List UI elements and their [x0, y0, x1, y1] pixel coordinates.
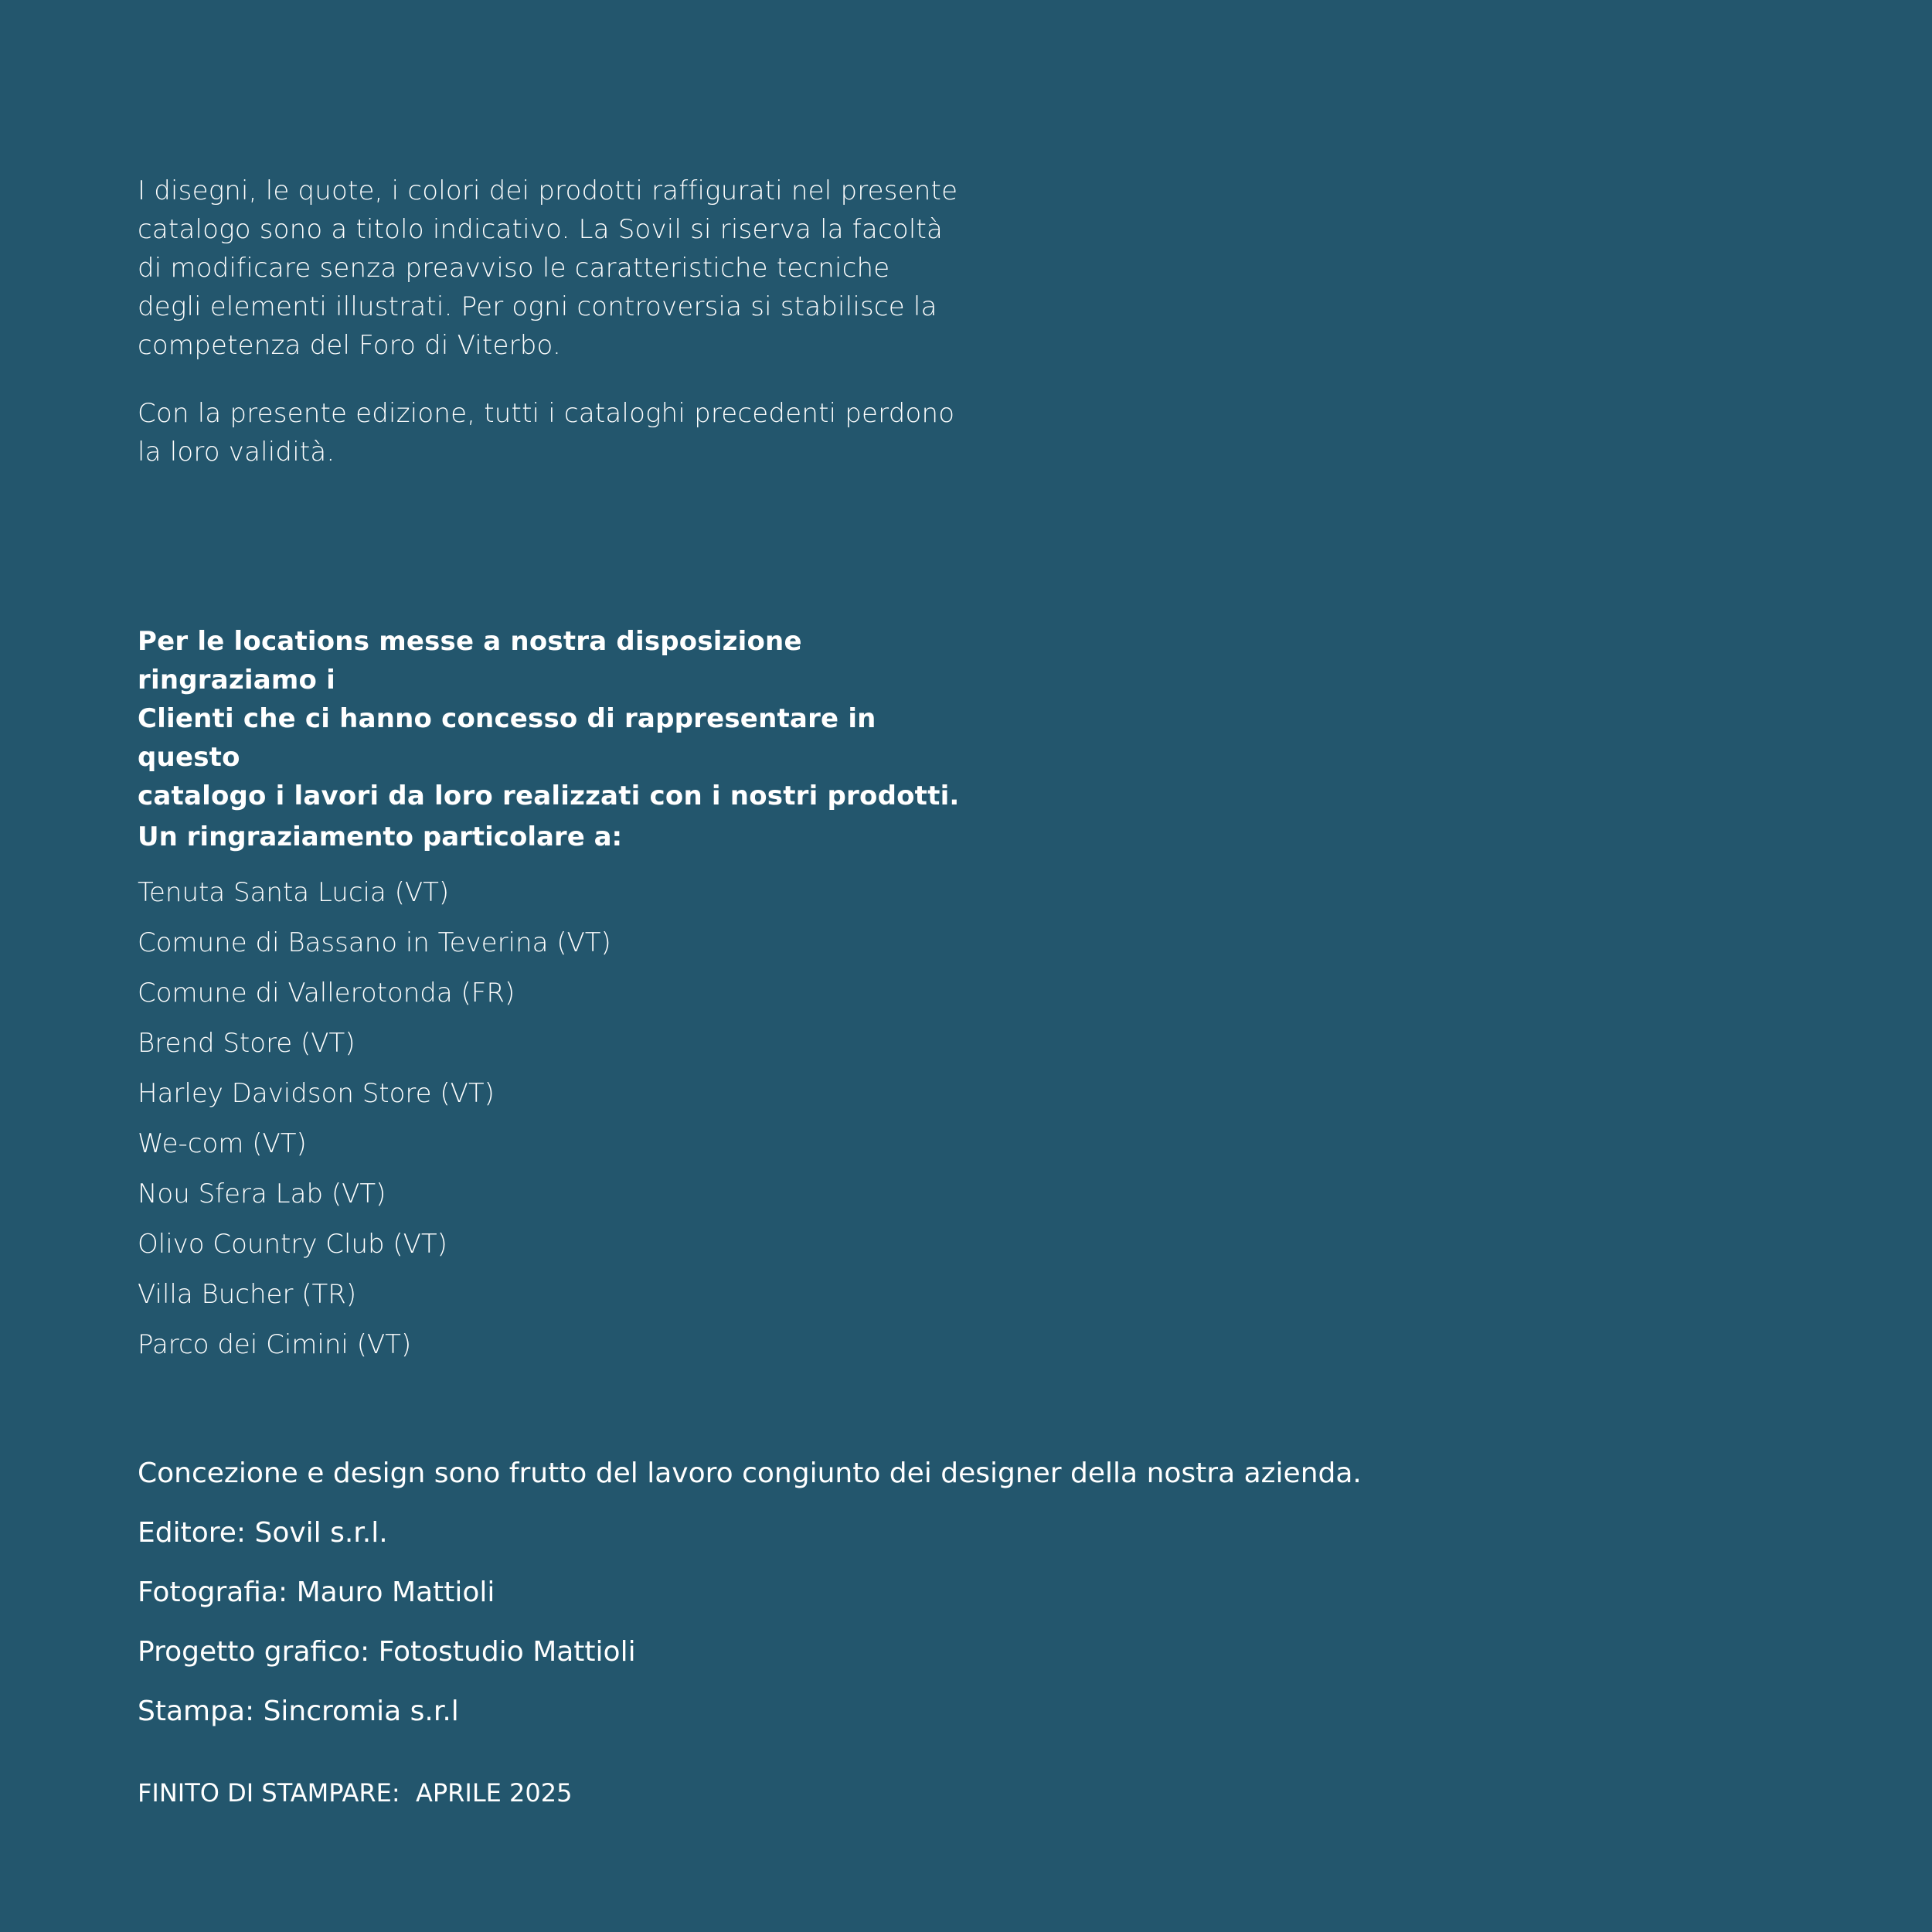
special-thanks-heading: Un ringraziamento particolare a:	[138, 821, 623, 852]
locations-list	[138, 868, 611, 1370]
design-credit: Concezione e design sono frutto del lavoro congiunto dei designer della nostra azienda.	[138, 1458, 1362, 1489]
disclaimer-paragraph: I disegni, le quote, i colori dei prodotti raffigurati nel presente catalogo sono a titolo indicativo. La Sovil si riserva la facoltà di modificare senza preavviso le caratteristiche tecniche degli elementi illustrati. Per ogni controversia si stabilisce la competenza del Foro di Viterbo.	[138, 175, 958, 361]
list-item: Brend Store (VT)	[138, 1028, 355, 1059]
printing-credit: Stampa: Sincromia s.r.l	[138, 1696, 459, 1727]
list-item: Parco dei Cimini (VT)	[138, 1329, 412, 1360]
list-item: Nou Sfera Lab (VT)	[138, 1179, 386, 1209]
list-item: Villa Bucher (TR)	[138, 1279, 357, 1310]
publisher-credit: Editore: Sovil s.r.l.	[138, 1517, 388, 1549]
list-item: Tenuta Santa Lucia (VT)	[138, 877, 450, 908]
list-item: Comune di Vallerotonda (FR)	[138, 978, 515, 1009]
graphic-design-credit: Progetto grafico: Fotostudio Mattioli	[138, 1636, 636, 1668]
list-item: We-com (VT)	[138, 1128, 307, 1159]
credits-section	[138, 1444, 1362, 1741]
print-date: FINITO DI STAMPARE: APRILE 2025	[138, 1778, 573, 1808]
list-item: Olivo Country Club (VT)	[138, 1229, 447, 1260]
validity-paragraph: Con la presente edizione, tutti i cataloghi precedenti perdono la loro validità.	[138, 398, 955, 468]
list-item: Harley Davidson Store (VT)	[138, 1078, 495, 1109]
photography-credit: Fotografia: Mauro Mattioli	[138, 1577, 495, 1608]
thanks-paragraph: Per le locations messe a nostra disposizione ringraziamo i Clienti che ci hanno concesso di rappresentare in questo catalogo i lavori da loro realizzati con i nostri prodotti.	[138, 626, 960, 811]
list-item: Comune di Bassano in Teverina (VT)	[138, 927, 611, 958]
